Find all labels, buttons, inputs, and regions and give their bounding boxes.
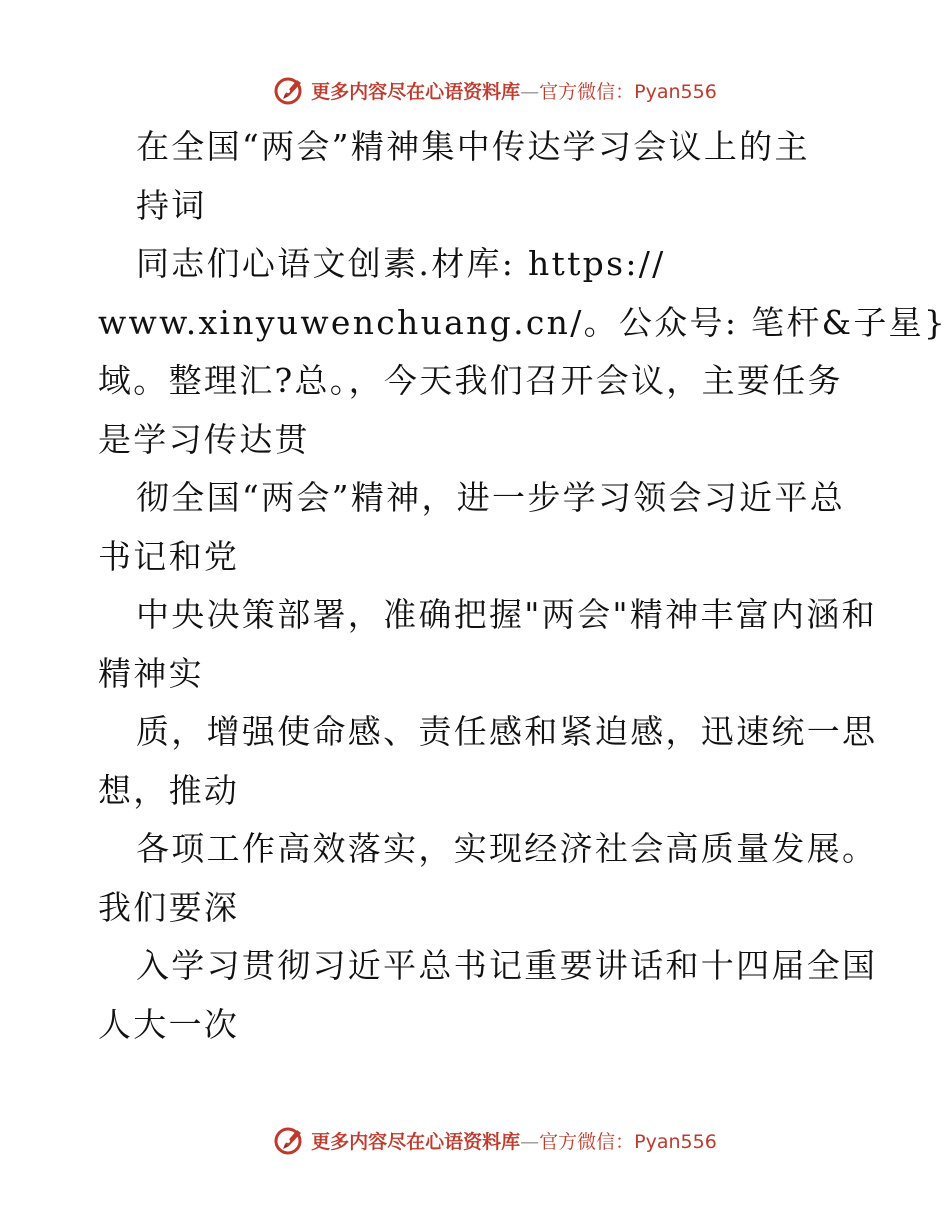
footer-wechat: 官方微信：Pyan556 (539, 1130, 717, 1153)
header-banner-text (311, 77, 717, 104)
paragraph-line: 精神实 (98, 653, 204, 693)
paragraph-line: 是学习传达贯 (98, 419, 310, 459)
paragraph-line: 入学习贯彻习近平总书记重要讲话和十四届全国 (136, 946, 878, 985)
paragraph-line: 人大一次 (98, 1004, 240, 1044)
footer-site-name: 更多内容尽在心语资料库 (311, 1130, 521, 1153)
paragraph-line: 域。整理汇?总。，今天我们召开会议，主要任务 (98, 361, 843, 400)
pen-nib-circle-icon (273, 1124, 305, 1156)
paragraph-line: 想，推动 (98, 770, 240, 810)
header-site-name: 更多内容尽在心语资料库 (311, 80, 521, 103)
header-banner-inner (233, 74, 717, 106)
paragraph-line: 同志们心语文创素.材库: https:// (136, 244, 666, 283)
title-line-2: 持词 (136, 185, 207, 225)
header-wechat: 官方微信：Pyan556 (539, 80, 717, 103)
document-body (98, 118, 948, 1054)
footer-separator: — (520, 1130, 540, 1153)
pen-nib-circle-icon (273, 74, 305, 106)
paragraph-line: 彻全国“两会”精神，进一步学习领会习近平总 (136, 478, 846, 517)
paragraph-line: 书记和党 (98, 536, 240, 576)
title-line-1: 在全国“两会”精神集中传达学习会议上的主 (136, 127, 810, 166)
footer-banner-text (311, 1127, 717, 1154)
paragraph-line: 我们要深 (98, 887, 240, 927)
footer-banner-inner (233, 1124, 717, 1156)
paragraph-line: 质，增强使命感、责任感和紧迫感，迅速统一思 (136, 712, 878, 751)
header-separator: — (520, 80, 540, 103)
paragraph-line: www.xinyuwenchuang.cn/。公众号: 笔杆&子星} (98, 302, 948, 342)
footer-banner (0, 1120, 950, 1160)
header-banner (0, 70, 950, 110)
paragraph-line: 中央决策部署，准确把握"两会"精神丰富内涵和 (136, 595, 877, 634)
paragraph-line: 各项工作高效落实，实现经济社会高质量发展。 (136, 829, 878, 868)
